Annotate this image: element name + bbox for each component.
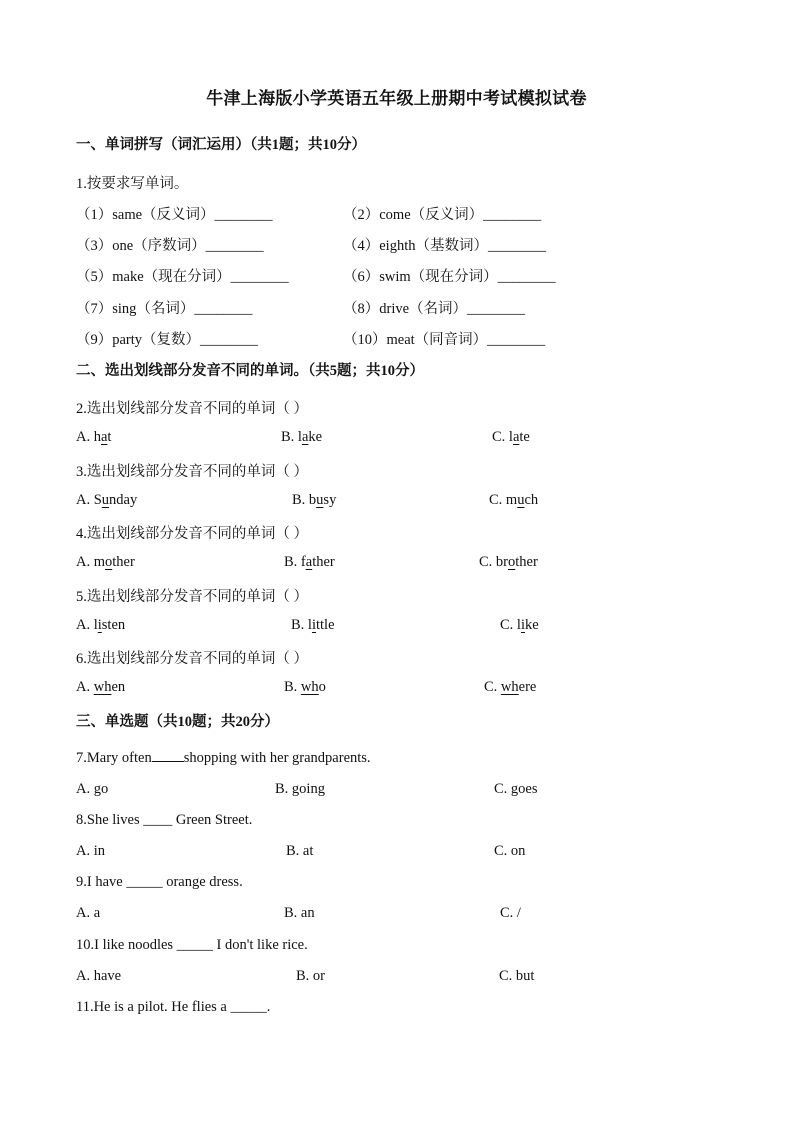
q1-item-7: （7）sing（名词）________ [76,301,253,317]
q6-option-b: B. who [284,679,326,695]
q5-option-c: C. like [500,617,539,633]
question-3-stem: 3.选出划线部分发音不同的单词（ ） [76,464,308,480]
question-10-stem: 10.I like noodles _____ I don't like rice. [76,937,308,953]
q5-option-a: A. listen [76,617,126,633]
q9-option-a: A. a [76,905,101,921]
question-9-stem: 9.I have _____ orange dress. [76,874,243,890]
section-heading-1: 一、单词拼写（词汇运用）（共1题；共10分） [76,137,366,153]
q3-option-c: C. much [489,492,539,508]
q9-option-b: B. an [284,905,315,921]
q1-item-8: （8）drive（名词）________ [343,301,526,317]
question-5-stem: 5.选出划线部分发音不同的单词（ ） [76,589,308,605]
q8-option-c: C. on [494,843,526,859]
q2-option-c: C. late [492,429,530,445]
section-heading-3: 三、单选题（共10题；共20分） [76,714,279,730]
q1-item-9: （9）party（复数）________ [76,332,259,348]
question-11-stem: 11.He is a pilot. He flies a _____. [76,999,271,1015]
q2-option-a: A. hat [76,429,112,445]
question-7-stem: 7.Mary often shopping with her grandparents. [76,750,371,766]
q8-option-a: A. in [76,843,105,859]
q1-item-1: （1）same（反义词）________ [76,207,273,223]
q3-option-b: B. busy [292,492,337,508]
q10-option-c: C. but [499,968,535,984]
question-4-stem: 4.选出划线部分发音不同的单词（ ） [76,526,308,542]
question-8-stem: 8.She lives ____ Green Street. [76,812,253,828]
q3-option-a: A. Sunday [76,492,138,508]
q7-option-a: A. go [76,781,109,797]
q7-option-b: B. going [275,781,325,797]
q1-item-2: （2）come（反义词）________ [343,207,542,223]
question-6-stem: 6.选出划线部分发音不同的单词（ ） [76,651,308,667]
q1-item-4: （4）eighth（基数词）________ [343,238,546,254]
q1-item-10: （10）meat（同音词）________ [343,332,546,348]
q1-item-5: （5）make（现在分词）________ [76,269,289,285]
q1-item-6: （6）swim（现在分词）________ [343,269,556,285]
question-1-stem: 1.按要求写单词。 [76,176,189,192]
q7-option-c: C. goes [494,781,538,797]
answer-blank [152,749,184,762]
q5-option-b: B. little [291,617,335,633]
section-heading-2: 二、选出划线部分发音不同的单词。（共5题；共10分） [76,363,424,379]
q2-option-b: B. lake [281,429,323,445]
q6-option-c: C. where [484,679,537,695]
q10-option-a: A. have [76,968,122,984]
q9-option-c: C. / [500,905,521,921]
q1-item-3: （3）one（序数词）________ [76,238,264,254]
q4-option-a: A. mother [76,554,135,570]
page-title: 牛津上海版小学英语五年级上册期中考试模拟试卷 [206,89,587,108]
q6-option-a: A. when [76,679,126,695]
q4-option-b: B. father [284,554,335,570]
question-2-stem: 2.选出划线部分发音不同的单词（ ） [76,401,308,417]
q4-option-c: C. brother [479,554,538,570]
q8-option-b: B. at [286,843,314,859]
q10-option-b: B. or [296,968,325,984]
